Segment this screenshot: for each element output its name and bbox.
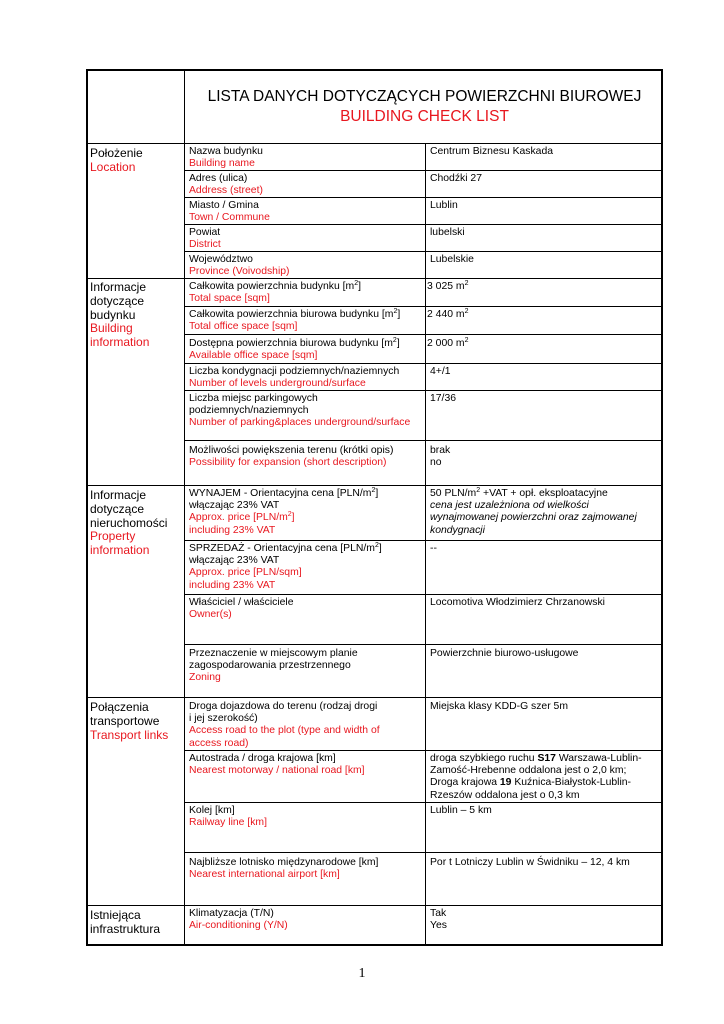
section-building-info-label bbox=[90, 281, 149, 350]
divider bbox=[87, 697, 662, 698]
field-label-en: Owner(s) bbox=[189, 609, 232, 621]
field-building-name bbox=[189, 146, 263, 170]
section-label-en: Property bbox=[90, 529, 136, 544]
superscript: 2 bbox=[393, 308, 398, 315]
field-label-pl: Liczba miejsc parkingowych bbox=[189, 393, 318, 404]
value-bold: S17 bbox=[537, 753, 556, 764]
value-number: 2 000 bbox=[427, 338, 454, 349]
field-label-pl: Dostępna powierzchnia biurowa budynku bbox=[189, 338, 379, 349]
field-town bbox=[189, 200, 270, 224]
divider bbox=[185, 363, 662, 364]
page-number: 1 bbox=[358, 966, 366, 981]
field-sale: SPRZEDAŻ - Orientacyjna cena $[PLN/m^2]$ włączając 23% VAT Approx. price [PLN/sqm] including 23% VAT bbox=[189, 542, 382, 591]
divider bbox=[87, 905, 662, 906]
value-railway: Lublin – 5 km bbox=[430, 805, 492, 816]
field-label-en: Zoning bbox=[189, 672, 221, 684]
field-label-en: Province (Voivodship) bbox=[189, 266, 290, 278]
field-available-office-space: Dostępna powierzchnia biurowa budynku $[m^2]$ Available office space [sqm] bbox=[189, 337, 400, 362]
value-line: Tak bbox=[430, 908, 447, 919]
field-label-pl: Najbliższe lotnisko międzynarodowe [km] bbox=[189, 857, 379, 868]
value-line: Kuźnica-Białystok-Lublin- bbox=[511, 777, 631, 789]
field-label-pl: i jej szerokość) bbox=[189, 713, 258, 725]
field-motorway bbox=[189, 753, 365, 777]
value-number: 2 440 bbox=[427, 309, 454, 320]
field-label-en: Number of levels underground/surface bbox=[189, 378, 366, 390]
section-infrastructure-label bbox=[90, 909, 160, 937]
superscript: 2 bbox=[392, 337, 397, 344]
section-label-pl: Połączenia bbox=[90, 700, 149, 714]
section-label-pl: Położenie bbox=[90, 146, 143, 160]
field-label-en: access road) bbox=[189, 737, 249, 749]
field-label-en: Town / Commune bbox=[189, 212, 270, 224]
value-province: Lubelskie bbox=[430, 254, 474, 265]
superscript: 2 bbox=[464, 280, 469, 287]
section-label-en: Transport links bbox=[90, 727, 169, 742]
field-label-pl: Droga dojazdowa do terenu (rodzaj drogi bbox=[189, 701, 378, 712]
field-label-en: Available office space [sqm] bbox=[189, 350, 318, 362]
divider bbox=[185, 802, 662, 803]
section-label-pl: Istniejąca bbox=[90, 908, 141, 922]
value-line: Zamość-Hrebenne oddalona jest o 2,0 km; bbox=[430, 765, 627, 777]
field-label-en: District bbox=[189, 239, 221, 251]
section-location-label bbox=[90, 147, 143, 175]
section-label-pl: budynku bbox=[90, 307, 136, 322]
field-label-pl: Liczba kondygnacji podziemnych/naziemnych bbox=[189, 366, 400, 377]
field-total-space: Całkowita powierzchnia budynku $[m^2]$ Total space [sqm] bbox=[189, 280, 361, 305]
value-airport: Por t Lotniczy Lublin w Świdniku – 12, 4 km bbox=[430, 857, 630, 868]
divider bbox=[185, 852, 662, 853]
value-line: 50 PLN/m bbox=[430, 488, 477, 499]
field-parking bbox=[189, 393, 410, 430]
section-label-pl: Informacje bbox=[90, 280, 147, 294]
field-label-en: Total office space [sqm] bbox=[189, 321, 298, 333]
field-label-en: Railway line [km] bbox=[189, 817, 267, 829]
field-label-pl: Kolej [km] bbox=[189, 805, 235, 816]
field-label-en: Total space [sqm] bbox=[189, 293, 270, 305]
value-owner: Locomotiva Włodzimierz Chrzanowski bbox=[430, 597, 605, 608]
field-zoning bbox=[189, 648, 358, 685]
field-district bbox=[189, 227, 221, 251]
value-office-space: 2 440 $m^2$ bbox=[427, 308, 469, 320]
field-label-pl: Adres (ulica) bbox=[189, 173, 248, 184]
page-title: LISTA DANYCH DOTYCZĄCYCH POWIERZCHNI BIUROWEJ bbox=[207, 88, 642, 105]
field-label-en: Possibility for expansion (short description) bbox=[189, 457, 387, 469]
divider bbox=[185, 540, 662, 541]
superscript: 2 bbox=[464, 337, 469, 344]
field-label-pl: SPRZEDAŻ - Orientacyjna cena [PLN/m bbox=[189, 543, 375, 554]
field-label-pl: włączając 23% VAT bbox=[189, 500, 280, 512]
section-label-pl: nieruchomości bbox=[90, 515, 168, 530]
field-label-pl: Województwo bbox=[189, 254, 253, 265]
superscript: 2 bbox=[287, 511, 292, 519]
value-total-space: 3 025 $m^2$ bbox=[427, 280, 469, 292]
field-label-pl: Autostrada / droga krajowa [km] bbox=[189, 753, 336, 764]
value-rent bbox=[430, 488, 637, 537]
field-label-pl: zagospodarowania przestrzennego bbox=[189, 660, 351, 672]
section-label-en: information bbox=[90, 543, 150, 558]
value-air-conditioning bbox=[430, 908, 447, 932]
section-label-en: Location bbox=[90, 159, 136, 174]
field-address bbox=[189, 173, 263, 197]
value-parking: 17/36 bbox=[430, 393, 457, 404]
value-town: Lublin bbox=[430, 200, 458, 211]
field-total-office-space: Całkowita powierzchnia biurowa budynku $[m^2]$ Total office space [sqm] bbox=[189, 308, 401, 333]
field-label-pl: Całkowita powierzchnia biurowa budynku bbox=[189, 309, 380, 320]
field-label-en: Nearest motorway / national road [km] bbox=[189, 765, 365, 777]
field-label-pl: Klimatyzacja (T/N) bbox=[189, 908, 274, 919]
superscript: 2 bbox=[464, 308, 469, 315]
value-motorway bbox=[430, 753, 642, 802]
field-label-pl: WYNAJEM - Orientacyjna cena [PLN/m bbox=[189, 488, 372, 499]
value-address: Chodźki 27 bbox=[430, 173, 482, 184]
divider bbox=[87, 485, 662, 486]
field-label-en: Approx. price [PLN/m bbox=[189, 512, 288, 524]
value-sale: -- bbox=[430, 543, 437, 554]
field-air-conditioning bbox=[189, 908, 288, 932]
field-levels bbox=[189, 366, 399, 390]
field-expansion bbox=[189, 445, 393, 469]
field-label-pl: Powiat bbox=[189, 227, 221, 238]
value-line: Droga krajowa bbox=[430, 777, 500, 789]
value-bold: 19 bbox=[499, 777, 512, 789]
field-province bbox=[189, 254, 290, 278]
section-label-pl: dotyczące bbox=[90, 501, 145, 516]
field-label-en: including 23% VAT bbox=[189, 524, 276, 536]
section-transport-label bbox=[90, 701, 168, 742]
superscript: 2 bbox=[354, 280, 359, 287]
section-property-info-label bbox=[90, 489, 167, 558]
value-line: +VAT + opł. eksploatacyjne bbox=[480, 488, 608, 499]
superscript: 2 bbox=[374, 542, 379, 549]
field-label-pl: Przeznaczenie w miejscowym planie bbox=[189, 648, 358, 659]
divider bbox=[425, 144, 426, 945]
section-label-en: Building bbox=[90, 321, 133, 336]
value-access-road: Miejska klasy KDD-G szer 5m bbox=[430, 701, 568, 712]
field-label-en: including 23% VAT bbox=[189, 579, 276, 591]
field-label-pl: Możliwości powiększenia terenu (krótki opis) bbox=[189, 445, 394, 456]
divider bbox=[185, 750, 662, 751]
field-label-en: Nearest international airport [km] bbox=[189, 869, 340, 881]
field-airport bbox=[189, 857, 378, 881]
value-building-name: Centrum Biznesu Kaskada bbox=[430, 146, 554, 157]
section-label-pl: dotyczące bbox=[90, 293, 145, 308]
field-label-pl: Całkowita powierzchnia budynku bbox=[189, 281, 340, 292]
section-label-pl: infrastruktura bbox=[90, 921, 161, 936]
value-line: no bbox=[430, 457, 442, 469]
divider bbox=[185, 334, 662, 335]
value-line: brak bbox=[430, 445, 451, 456]
field-owner bbox=[189, 597, 294, 621]
field-label-en: Access road to the plot (type and width of bbox=[189, 725, 380, 737]
superscript: 2 bbox=[476, 487, 481, 494]
field-label-pl: Właściciel / właściciele bbox=[189, 597, 294, 608]
value-line: Warszawa-Lublin- bbox=[555, 753, 642, 764]
value-line: droga szybkiego ruchu bbox=[430, 753, 538, 764]
value-line: Yes bbox=[430, 920, 447, 932]
superscript: 2 bbox=[371, 487, 376, 494]
section-label-en: information bbox=[90, 335, 150, 350]
section-label-pl: transportowe bbox=[90, 713, 160, 728]
divider bbox=[185, 594, 662, 595]
value-line: kondygnacji bbox=[430, 524, 485, 536]
field-label-en: Approx. price [PLN/sqm] bbox=[189, 567, 302, 579]
field-label-pl: włączając 23% VAT bbox=[189, 555, 280, 567]
value-number: 3 025 bbox=[427, 281, 454, 292]
value-levels: 4+/1 bbox=[430, 366, 451, 377]
field-label-en: Building name bbox=[189, 158, 255, 170]
value-line: Rzeszów oddalona jest o 0,3 km bbox=[430, 789, 580, 801]
field-railway bbox=[189, 805, 267, 829]
divider bbox=[185, 440, 662, 441]
page-subtitle: BUILDING CHECK LIST bbox=[340, 108, 509, 125]
field-label-pl: podziemnych/naziemnych bbox=[189, 405, 309, 417]
value-line: wynajmowanej powierzchni oraz zajmowanej bbox=[430, 512, 637, 524]
field-rent: WYNAJEM - Orientacyjna cena $[PLN/m^2]$ włączając 23% VAT Approx. price $[PLN/m^2]$ including 23% VAT bbox=[189, 487, 379, 536]
divider bbox=[185, 306, 662, 307]
divider bbox=[87, 143, 662, 144]
field-access-road bbox=[189, 701, 380, 750]
value-expansion bbox=[430, 445, 450, 469]
divider bbox=[184, 70, 185, 945]
value-available-space: 2 000 $m^2$ bbox=[427, 337, 469, 349]
field-label-pl: Miasto / Gmina bbox=[189, 200, 259, 211]
field-label-en: Air-conditioning (Y/N) bbox=[189, 920, 288, 932]
divider bbox=[185, 644, 662, 645]
field-label-en: Number of parking&places underground/surface bbox=[189, 417, 411, 429]
divider bbox=[185, 251, 662, 252]
value-zoning: Powierzchnie biurowo-usługowe bbox=[430, 648, 579, 659]
divider bbox=[87, 278, 662, 279]
value-line: cena jest uzależniona od wielkości bbox=[430, 500, 589, 512]
field-label-en: Address (street) bbox=[189, 185, 263, 197]
value-district: lubelski bbox=[430, 227, 465, 238]
section-label-pl: Informacje bbox=[90, 488, 147, 502]
field-label-pl: Nazwa budynku bbox=[189, 146, 263, 157]
